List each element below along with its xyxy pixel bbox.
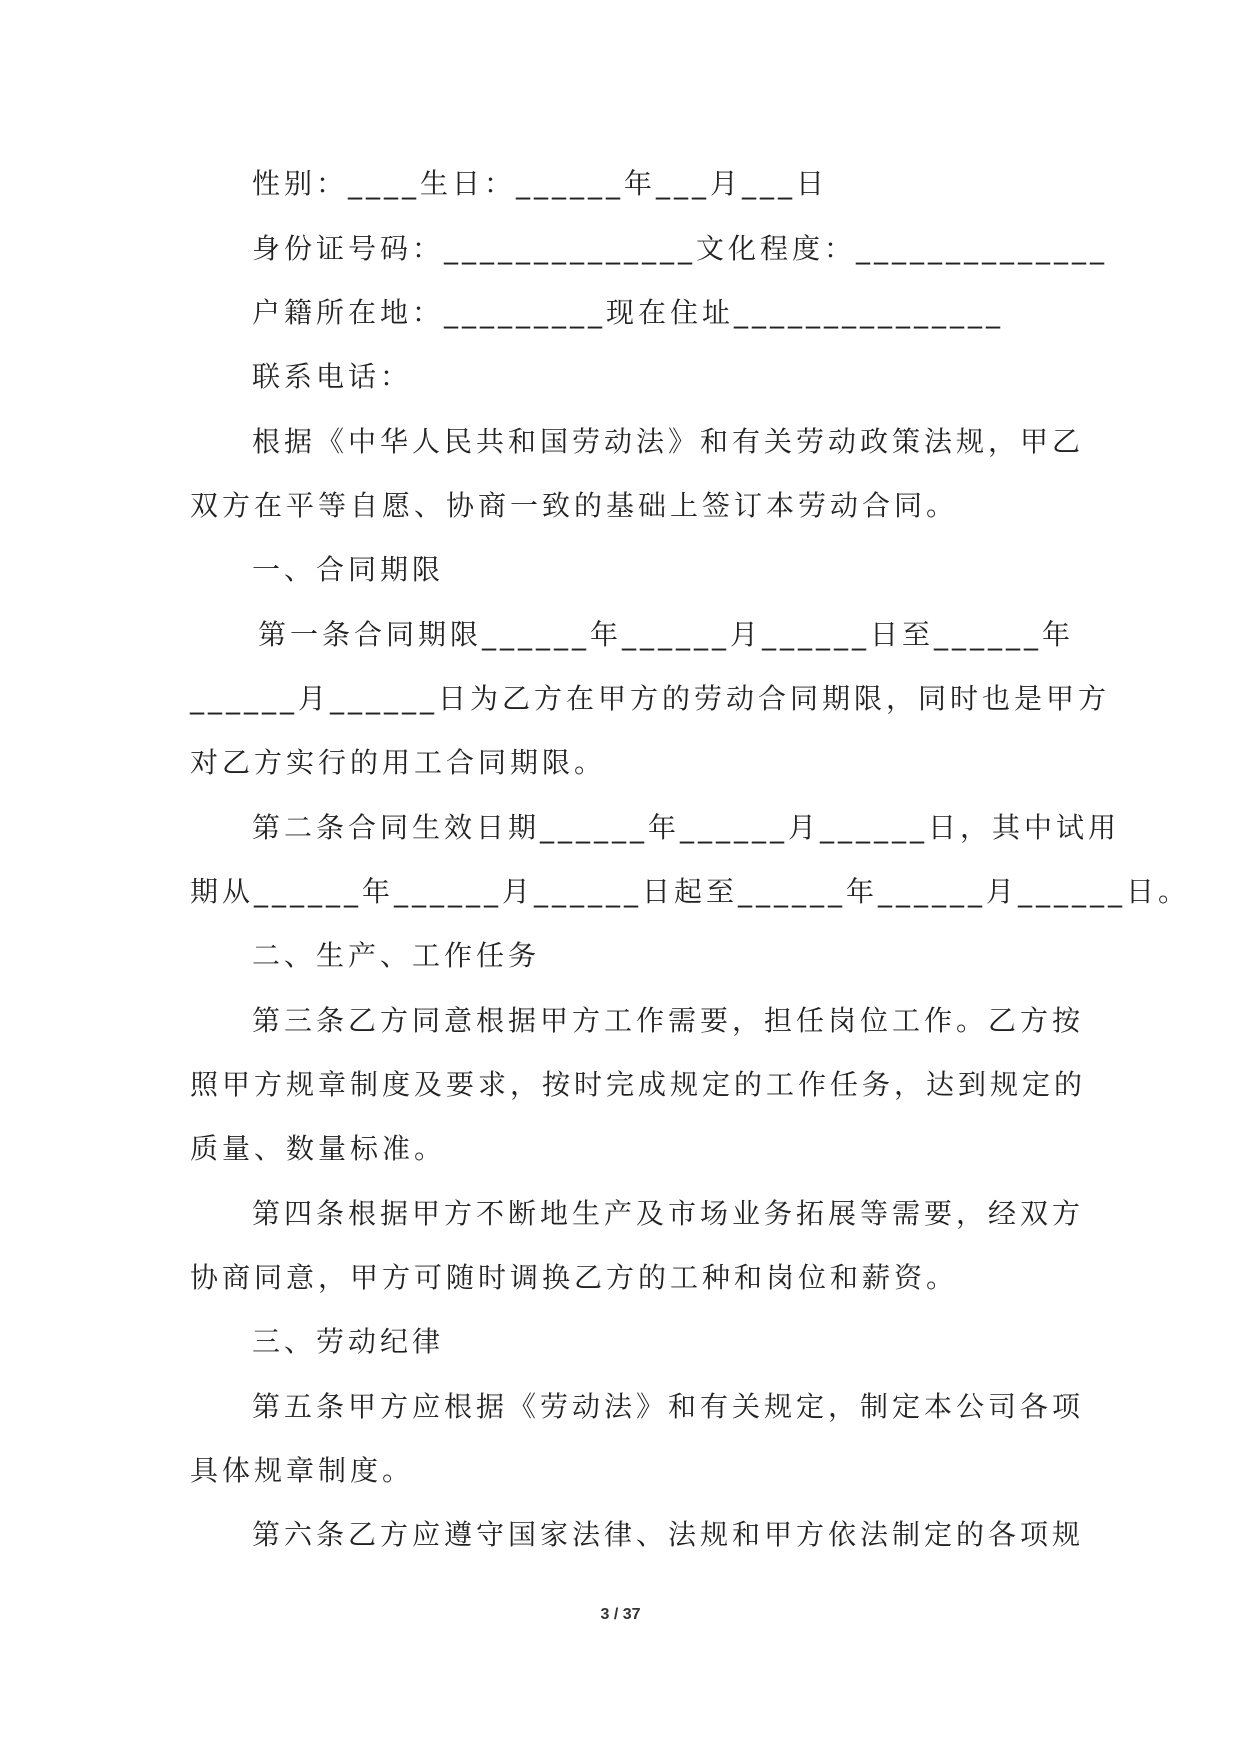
text-line: 质量、数量标准。	[190, 1132, 447, 1165]
text-line: 协商同意，甲方可随时调换乙方的工种和岗位和薪资。	[190, 1261, 959, 1294]
text-line: 第四条根据甲方不断地生产及市场业务拓展等需要，经双方	[252, 1197, 1085, 1230]
page-number: 3 / 37	[600, 1606, 641, 1623]
text-line: 根据《中华人民共和国劳动法》和有关劳动政策法规，甲乙	[252, 425, 1085, 458]
text-line: 期从______年______月______日起至______年______月______日。	[190, 875, 1191, 908]
text-line: 第六条乙方应遵守国家法律、法规和甲方依法制定的各项规	[252, 1518, 1085, 1551]
text-line: 第一条合同期限______年______月______日至______年	[258, 618, 1075, 651]
text-line: 第五条甲方应根据《劳动法》和有关规定，制定本公司各项	[252, 1390, 1085, 1423]
text-line: 照甲方规章制度及要求，按时完成规定的工作任务，达到规定的	[190, 1068, 1087, 1101]
section-heading: 二、生产、工作任务	[252, 939, 541, 972]
text-line: 具体规章制度。	[190, 1454, 415, 1487]
text-line: ______月______日为乙方在甲方的劳动合同期限，同时也是甲方	[190, 682, 1111, 715]
text-line: 联系电话：	[252, 360, 413, 393]
text-line: 对乙方实行的用工合同期限。	[190, 746, 607, 779]
section-heading: 三、劳动纪律	[252, 1325, 445, 1358]
text-line: 第三条乙方同意根据甲方工作需要，担任岗位工作。乙方按	[252, 1004, 1085, 1037]
text-line: 身份证号码：______________文化程度：______________	[252, 232, 1109, 265]
section-heading: 一、合同期限	[252, 553, 445, 586]
text-line: 双方在平等自愿、协商一致的基础上签订本劳动合同。	[190, 489, 959, 522]
text-line: 户籍所在地：_________现在住址_______________	[252, 296, 1005, 329]
text-line: 性别：____生日：______年___月___日	[252, 167, 829, 200]
text-line: 第二条合同生效日期______年______月______日，其中试用	[252, 811, 1121, 844]
